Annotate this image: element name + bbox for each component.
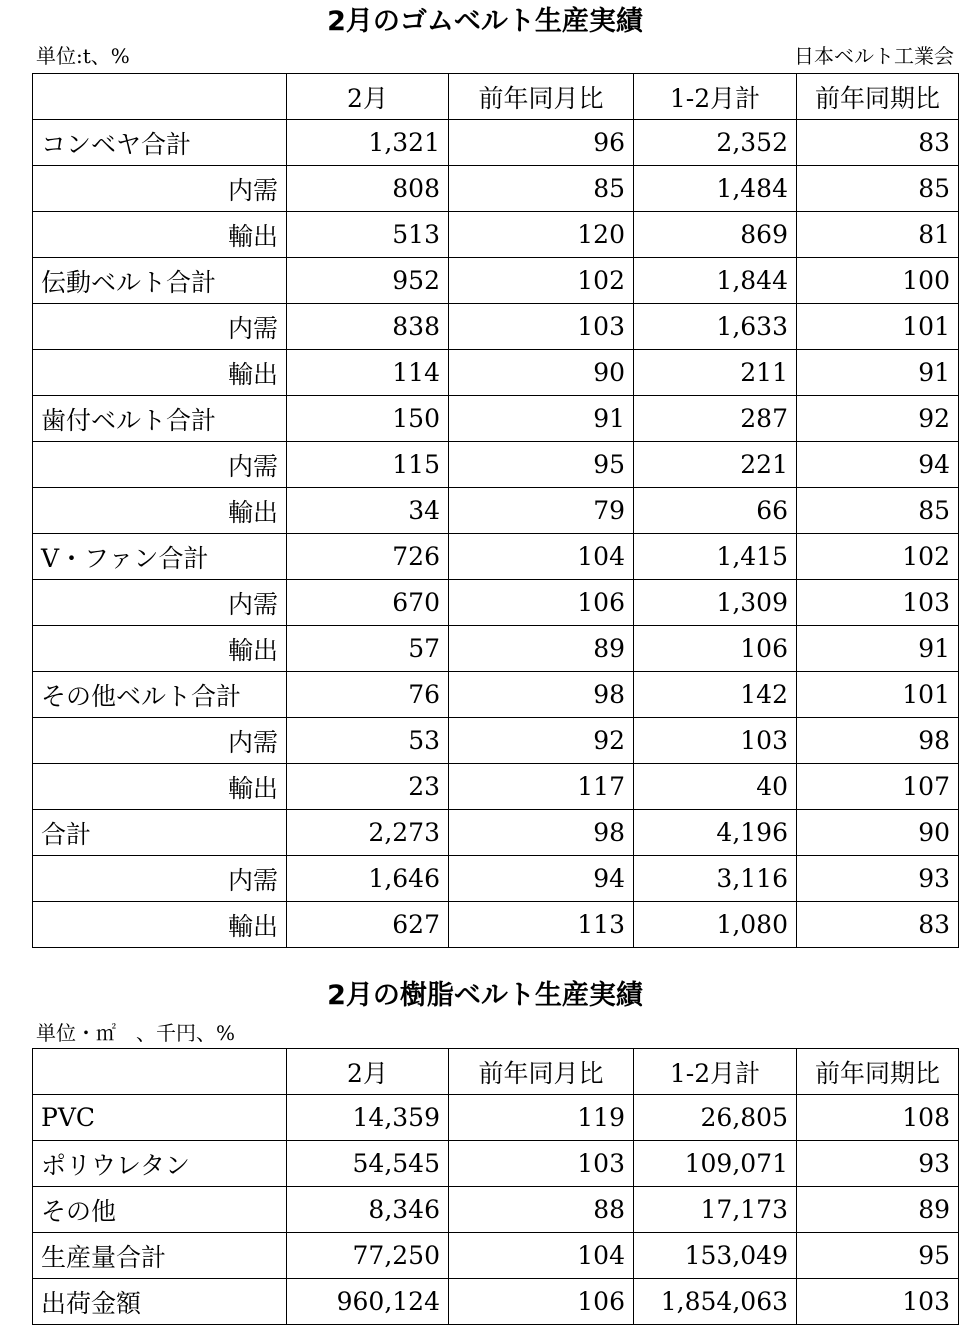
table-cell: 670 <box>287 580 449 626</box>
table-cell: 8,346 <box>287 1187 449 1233</box>
table-row <box>33 764 959 810</box>
table-cell: 95 <box>797 1233 959 1279</box>
row-label: 歯付ベルト合計 <box>33 396 287 442</box>
table-cell: 90 <box>797 810 959 856</box>
column-header: 前年同期比 <box>797 1049 959 1095</box>
row-label: V・ファン合計 <box>33 534 287 580</box>
table-row <box>33 626 959 672</box>
table-cell: 76 <box>287 672 449 718</box>
table-cell: 94 <box>797 442 959 488</box>
table-row <box>33 442 959 488</box>
table-cell: 54,545 <box>287 1141 449 1187</box>
table-cell: 808 <box>287 166 449 212</box>
table-cell: 92 <box>797 396 959 442</box>
resin-unit: 単位・㎡ 、千円、% <box>36 1021 236 1045</box>
table-cell: 1,484 <box>634 166 797 212</box>
table-cell: 85 <box>797 488 959 534</box>
table-cell: 869 <box>634 212 797 258</box>
table-cell: 106 <box>634 626 797 672</box>
table-cell: 107 <box>797 764 959 810</box>
table-cell: 85 <box>797 166 959 212</box>
table-cell: 726 <box>287 534 449 580</box>
table-cell: 838 <box>287 304 449 350</box>
row-label: その他 <box>33 1187 287 1233</box>
table-row <box>33 166 959 212</box>
table-cell: 53 <box>287 718 449 764</box>
row-label: 合計 <box>33 810 287 856</box>
table-cell: 23 <box>287 764 449 810</box>
resin-belt-table <box>32 1048 959 1325</box>
table-row <box>33 1141 959 1187</box>
table-cell: 287 <box>634 396 797 442</box>
rubber-belt-table <box>32 73 959 948</box>
table-cell: 142 <box>634 672 797 718</box>
table-cell: 92 <box>449 718 634 764</box>
table-row <box>33 580 959 626</box>
header-row <box>33 74 959 120</box>
table-cell: 103 <box>797 580 959 626</box>
table-cell: 627 <box>287 902 449 948</box>
table-cell: 77,250 <box>287 1233 449 1279</box>
table-cell: 101 <box>797 304 959 350</box>
table-cell: 81 <box>797 212 959 258</box>
table-row <box>33 212 959 258</box>
row-label: 輸出 <box>33 212 287 258</box>
table-cell: 102 <box>449 258 634 304</box>
table-cell: 93 <box>797 1141 959 1187</box>
table-cell: 1,844 <box>634 258 797 304</box>
column-header: 2月 <box>287 74 449 120</box>
table-row <box>33 672 959 718</box>
table-cell: 14,359 <box>287 1095 449 1141</box>
table-cell: 1,633 <box>634 304 797 350</box>
row-label: 内需 <box>33 856 287 902</box>
row-label: 内需 <box>33 718 287 764</box>
table-cell: 91 <box>797 626 959 672</box>
table-cell: 1,080 <box>634 902 797 948</box>
table-cell: 17,173 <box>634 1187 797 1233</box>
table-cell: 211 <box>634 350 797 396</box>
row-label: 内需 <box>33 442 287 488</box>
table-cell: 66 <box>634 488 797 534</box>
row-label: 生産量合計 <box>33 1233 287 1279</box>
table-cell: 85 <box>449 166 634 212</box>
table-cell: 115 <box>287 442 449 488</box>
table-row <box>33 350 959 396</box>
table-cell: 40 <box>634 764 797 810</box>
table-cell: 102 <box>797 534 959 580</box>
column-header: 2月 <box>287 1049 449 1095</box>
table-cell: 104 <box>449 534 634 580</box>
table-cell: 83 <box>797 902 959 948</box>
table-cell: 153,049 <box>634 1233 797 1279</box>
table-cell: 2,273 <box>287 810 449 856</box>
column-header: 1-2月計 <box>634 1049 797 1095</box>
column-header: 1-2月計 <box>634 74 797 120</box>
table-cell: 91 <box>797 350 959 396</box>
table-row <box>33 304 959 350</box>
table-cell: 952 <box>287 258 449 304</box>
table-cell: 89 <box>449 626 634 672</box>
table-cell: 106 <box>449 1279 634 1325</box>
table-cell: 106 <box>449 580 634 626</box>
row-label: 輸出 <box>33 350 287 396</box>
header-row <box>33 1049 959 1095</box>
table-cell: 109,071 <box>634 1141 797 1187</box>
table-cell: 2,352 <box>634 120 797 166</box>
table-cell: 83 <box>797 120 959 166</box>
row-label: 内需 <box>33 166 287 212</box>
resin-title: 2月の樹脂ベルト生産実績 <box>327 980 643 1011</box>
rubber-unit: 単位:t、% <box>36 44 130 68</box>
table-cell: 221 <box>634 442 797 488</box>
table-row <box>33 902 959 948</box>
table-cell: 104 <box>449 1233 634 1279</box>
table-cell: 34 <box>287 488 449 534</box>
table-cell: 1,854,063 <box>634 1279 797 1325</box>
row-label: 輸出 <box>33 488 287 534</box>
table-cell: 108 <box>797 1095 959 1141</box>
table-cell: 93 <box>797 856 959 902</box>
table-cell: 119 <box>449 1095 634 1141</box>
table-row <box>33 258 959 304</box>
table-cell: 57 <box>287 626 449 672</box>
table-cell: 103 <box>449 304 634 350</box>
table-cell: 103 <box>449 1141 634 1187</box>
table-cell: 98 <box>797 718 959 764</box>
row-label: 輸出 <box>33 764 287 810</box>
table-cell: 1,309 <box>634 580 797 626</box>
table-cell: 150 <box>287 396 449 442</box>
table-cell: 100 <box>797 258 959 304</box>
column-header: 前年同月比 <box>449 1049 634 1095</box>
row-label: 出荷金額 <box>33 1279 287 1325</box>
table-cell: 103 <box>797 1279 959 1325</box>
table-cell: 98 <box>449 672 634 718</box>
table-cell: 1,646 <box>287 856 449 902</box>
table-cell: 90 <box>449 350 634 396</box>
row-label: 内需 <box>33 580 287 626</box>
table-row <box>33 534 959 580</box>
table-cell: 3,116 <box>634 856 797 902</box>
table-cell: 96 <box>449 120 634 166</box>
table-cell: 79 <box>449 488 634 534</box>
table-row <box>33 1233 959 1279</box>
row-label: PVC <box>33 1095 287 1141</box>
column-header <box>33 74 287 120</box>
table-cell: 88 <box>449 1187 634 1233</box>
table-cell: 103 <box>634 718 797 764</box>
row-label: その他ベルト合計 <box>33 672 287 718</box>
table-cell: 26,805 <box>634 1095 797 1141</box>
table-cell: 95 <box>449 442 634 488</box>
table-row <box>33 396 959 442</box>
table-row <box>33 810 959 856</box>
row-label: 輸出 <box>33 902 287 948</box>
table-row <box>33 856 959 902</box>
table-row <box>33 718 959 764</box>
row-label: ポリウレタン <box>33 1141 287 1187</box>
row-label: コンベヤ合計 <box>33 120 287 166</box>
table-cell: 98 <box>449 810 634 856</box>
source-org: 日本ベルト工業会 <box>794 44 954 68</box>
table-cell: 94 <box>449 856 634 902</box>
table-cell: 89 <box>797 1187 959 1233</box>
table-cell: 117 <box>449 764 634 810</box>
table-cell: 91 <box>449 396 634 442</box>
table-row <box>33 120 959 166</box>
table-cell: 1,415 <box>634 534 797 580</box>
rubber-title: 2月のゴムベルト生産実績 <box>327 6 643 37</box>
table-row <box>33 1187 959 1233</box>
table-row <box>33 1279 959 1325</box>
table-cell: 113 <box>449 902 634 948</box>
table-cell: 960,124 <box>287 1279 449 1325</box>
row-label: 伝動ベルト合計 <box>33 258 287 304</box>
column-header <box>33 1049 287 1095</box>
table-cell: 1,321 <box>287 120 449 166</box>
column-header: 前年同月比 <box>449 74 634 120</box>
table-cell: 101 <box>797 672 959 718</box>
row-label: 内需 <box>33 304 287 350</box>
table-row <box>33 1095 959 1141</box>
column-header: 前年同期比 <box>797 74 959 120</box>
table-row <box>33 488 959 534</box>
table-cell: 120 <box>449 212 634 258</box>
table-cell: 114 <box>287 350 449 396</box>
table-cell: 513 <box>287 212 449 258</box>
row-label: 輸出 <box>33 626 287 672</box>
table-cell: 4,196 <box>634 810 797 856</box>
